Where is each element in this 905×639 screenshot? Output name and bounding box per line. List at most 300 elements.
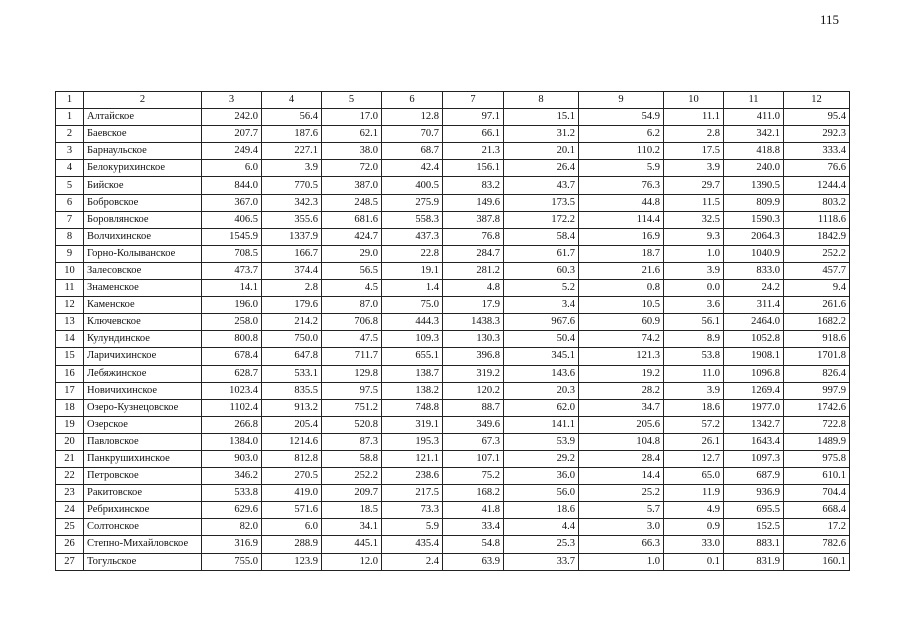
table-cell: 8.9 (664, 331, 724, 348)
table-cell: 355.6 (262, 211, 322, 228)
table-cell: 17.9 (443, 297, 504, 314)
column-header: 4 (262, 92, 322, 109)
district-name: Каменское (84, 297, 202, 314)
table-row (56, 433, 850, 450)
table-cell: 121.3 (579, 348, 664, 365)
table-row (56, 416, 850, 433)
table-row (56, 468, 850, 485)
table-cell: 770.5 (262, 177, 322, 194)
table-cell: 444.3 (382, 314, 443, 331)
column-header: 8 (504, 92, 579, 109)
table-cell: 44.8 (579, 194, 664, 211)
district-name: Степно-Михайловское (84, 536, 202, 553)
table-cell: 97.1 (443, 109, 504, 126)
district-name: Озеро-Кузнецовское (84, 399, 202, 416)
table-cell: 3.4 (504, 297, 579, 314)
table-cell: 18.6 (664, 399, 724, 416)
table-cell: 342.1 (724, 126, 784, 143)
table-cell: 284.7 (443, 245, 504, 262)
table-cell: 141.1 (504, 416, 579, 433)
table-cell: 1590.3 (724, 211, 784, 228)
table-row (56, 365, 850, 382)
data-table (55, 91, 850, 571)
table-cell: 520.8 (322, 416, 382, 433)
row-number: 21 (56, 450, 84, 467)
table-cell: 87.0 (322, 297, 382, 314)
table-cell: 319.2 (443, 365, 504, 382)
table-cell: 107.1 (443, 450, 504, 467)
table-cell: 473.7 (202, 262, 262, 279)
table-cell: 833.0 (724, 262, 784, 279)
table-cell: 1643.4 (724, 433, 784, 450)
table-cell: 346.2 (202, 468, 262, 485)
district-name: Бийское (84, 177, 202, 194)
table-cell: 345.1 (504, 348, 579, 365)
column-header: 3 (202, 92, 262, 109)
table-cell: 67.3 (443, 433, 504, 450)
table-cell: 60.3 (504, 262, 579, 279)
table-cell: 3.9 (664, 262, 724, 279)
district-name: Алтайское (84, 109, 202, 126)
table-cell: 56.4 (262, 109, 322, 126)
table-cell: 11.1 (664, 109, 724, 126)
table-cell: 997.9 (784, 382, 850, 399)
table-row (56, 382, 850, 399)
table-cell: 275.9 (382, 194, 443, 211)
row-number: 6 (56, 194, 84, 211)
table-row (56, 485, 850, 502)
table-cell: 33.7 (504, 553, 579, 570)
table-cell: 196.0 (202, 297, 262, 314)
table-cell: 708.5 (202, 245, 262, 262)
table-cell: 29.0 (322, 245, 382, 262)
row-number: 12 (56, 297, 84, 314)
table-cell: 187.6 (262, 126, 322, 143)
table-cell: 3.9 (664, 382, 724, 399)
row-number: 2 (56, 126, 84, 143)
district-name: Белокурихинское (84, 160, 202, 177)
table-cell: 24.2 (724, 280, 784, 297)
row-number: 19 (56, 416, 84, 433)
table-cell: 424.7 (322, 228, 382, 245)
table-cell: 34.7 (579, 399, 664, 416)
table-cell: 411.0 (724, 109, 784, 126)
table-cell: 333.4 (784, 143, 850, 160)
table-cell: 711.7 (322, 348, 382, 365)
table-cell: 149.6 (443, 194, 504, 211)
table-cell: 83.2 (443, 177, 504, 194)
table-cell: 387.0 (322, 177, 382, 194)
district-name: Ракитовское (84, 485, 202, 502)
table-cell: 31.2 (504, 126, 579, 143)
table-cell: 41.8 (443, 502, 504, 519)
table-cell: 1097.3 (724, 450, 784, 467)
table-cell: 28.4 (579, 450, 664, 467)
table-cell: 281.2 (443, 262, 504, 279)
table-cell: 76.8 (443, 228, 504, 245)
table-cell: 1342.7 (724, 416, 784, 433)
table-cell: 396.8 (443, 348, 504, 365)
table-cell: 95.4 (784, 109, 850, 126)
table-cell: 173.5 (504, 194, 579, 211)
table-cell: 349.6 (443, 416, 504, 433)
table-cell: 53.9 (504, 433, 579, 450)
table-cell: 120.2 (443, 382, 504, 399)
table-row (56, 211, 850, 228)
table-cell: 56.1 (664, 314, 724, 331)
district-name: Барнаульское (84, 143, 202, 160)
table-cell: 75.0 (382, 297, 443, 314)
table-cell: 88.7 (443, 399, 504, 416)
table-cell: 22.8 (382, 245, 443, 262)
table-row (56, 109, 850, 126)
district-name: Ключевское (84, 314, 202, 331)
table-cell: 74.2 (579, 331, 664, 348)
table-cell: 4.9 (664, 502, 724, 519)
table-row (56, 331, 850, 348)
row-number: 8 (56, 228, 84, 245)
table-cell: 166.7 (262, 245, 322, 262)
table-cell: 1244.4 (784, 177, 850, 194)
table-cell: 104.8 (579, 433, 664, 450)
table-cell: 374.4 (262, 262, 322, 279)
row-number: 10 (56, 262, 84, 279)
table-row (56, 245, 850, 262)
table-cell: 138.2 (382, 382, 443, 399)
table-cell: 835.5 (262, 382, 322, 399)
table-cell: 11.0 (664, 365, 724, 382)
table-row (56, 194, 850, 211)
row-number: 24 (56, 502, 84, 519)
table-cell: 75.2 (443, 468, 504, 485)
table-cell: 114.4 (579, 211, 664, 228)
table-cell: 214.2 (262, 314, 322, 331)
table-cell: 10.5 (579, 297, 664, 314)
table-cell: 110.2 (579, 143, 664, 160)
district-name: Боровлянское (84, 211, 202, 228)
table-cell: 803.2 (784, 194, 850, 211)
table-cell: 316.9 (202, 536, 262, 553)
table-cell: 844.0 (202, 177, 262, 194)
table-cell: 0.0 (664, 280, 724, 297)
row-number: 4 (56, 160, 84, 177)
row-number: 13 (56, 314, 84, 331)
table-cell: 14.4 (579, 468, 664, 485)
table-cell: 1390.5 (724, 177, 784, 194)
table-cell: 76.3 (579, 177, 664, 194)
table-cell: 1.0 (579, 553, 664, 570)
table-cell: 1337.9 (262, 228, 322, 245)
table-cell: 755.0 (202, 553, 262, 570)
table-cell: 143.6 (504, 365, 579, 382)
table-cell: 782.6 (784, 536, 850, 553)
table-cell: 129.8 (322, 365, 382, 382)
table-cell: 1052.8 (724, 331, 784, 348)
table-cell: 800.8 (202, 331, 262, 348)
table-header-row (56, 92, 850, 109)
table-cell: 883.1 (724, 536, 784, 553)
column-header: 9 (579, 92, 664, 109)
table-cell: 172.2 (504, 211, 579, 228)
table-cell: 292.3 (784, 126, 850, 143)
row-number: 25 (56, 519, 84, 536)
column-header: 6 (382, 92, 443, 109)
district-name: Петровское (84, 468, 202, 485)
table-cell: 809.9 (724, 194, 784, 211)
table-cell: 17.0 (322, 109, 382, 126)
table-cell: 123.9 (262, 553, 322, 570)
table-cell: 207.7 (202, 126, 262, 143)
table-cell: 1489.9 (784, 433, 850, 450)
table-cell: 437.3 (382, 228, 443, 245)
table-cell: 18.5 (322, 502, 382, 519)
district-name: Кулундинское (84, 331, 202, 348)
table-cell: 20.3 (504, 382, 579, 399)
district-name: Бобровское (84, 194, 202, 211)
table-cell: 160.1 (784, 553, 850, 570)
table-cell: 571.6 (262, 502, 322, 519)
table-cell: 1842.9 (784, 228, 850, 245)
column-header: 2 (84, 92, 202, 109)
table-cell: 1.4 (382, 280, 443, 297)
table-cell: 6.0 (202, 160, 262, 177)
table-cell: 60.9 (579, 314, 664, 331)
table-cell: 258.0 (202, 314, 262, 331)
row-number: 20 (56, 433, 84, 450)
table-cell: 12.7 (664, 450, 724, 467)
table-cell: 4.5 (322, 280, 382, 297)
table-cell: 156.1 (443, 160, 504, 177)
table-cell: 11.5 (664, 194, 724, 211)
table-cell: 28.2 (579, 382, 664, 399)
row-number: 26 (56, 536, 84, 553)
row-number: 14 (56, 331, 84, 348)
table-cell: 26.1 (664, 433, 724, 450)
district-name: Залесовское (84, 262, 202, 279)
table-cell: 25.2 (579, 485, 664, 502)
table-cell: 687.9 (724, 468, 784, 485)
table-cell: 457.7 (784, 262, 850, 279)
district-name: Горно-Колыванское (84, 245, 202, 262)
table-cell: 2464.0 (724, 314, 784, 331)
table-cell: 704.4 (784, 485, 850, 502)
table-cell: 21.6 (579, 262, 664, 279)
table-cell: 152.5 (724, 519, 784, 536)
district-name: Озерское (84, 416, 202, 433)
table-cell: 975.8 (784, 450, 850, 467)
table-row (56, 228, 850, 245)
table-row (56, 126, 850, 143)
table-cell: 20.1 (504, 143, 579, 160)
table-cell: 558.3 (382, 211, 443, 228)
table-cell: 695.5 (724, 502, 784, 519)
table-cell: 217.5 (382, 485, 443, 502)
table-cell: 5.9 (579, 160, 664, 177)
table-cell: 70.7 (382, 126, 443, 143)
row-number: 22 (56, 468, 84, 485)
table-cell: 15.1 (504, 109, 579, 126)
table-cell: 533.1 (262, 365, 322, 382)
table-cell: 238.6 (382, 468, 443, 485)
table-row (56, 314, 850, 331)
table-row (56, 519, 850, 536)
table-row (56, 143, 850, 160)
table-cell: 17.5 (664, 143, 724, 160)
table-cell: 751.2 (322, 399, 382, 416)
table-cell: 58.4 (504, 228, 579, 245)
table-cell: 288.9 (262, 536, 322, 553)
row-number: 16 (56, 365, 84, 382)
table-cell: 11.9 (664, 485, 724, 502)
table-cell: 19.2 (579, 365, 664, 382)
table-cell: 25.3 (504, 536, 579, 553)
table-cell: 1742.6 (784, 399, 850, 416)
table-cell: 0.1 (664, 553, 724, 570)
table-cell: 87.3 (322, 433, 382, 450)
table-cell: 6.2 (579, 126, 664, 143)
district-name: Ребрихинское (84, 502, 202, 519)
page-number: 115 (820, 12, 840, 27)
table-cell: 248.5 (322, 194, 382, 211)
table-cell: 1908.1 (724, 348, 784, 365)
row-number: 15 (56, 348, 84, 365)
district-name: Панкрушихинское (84, 450, 202, 467)
table-row (56, 297, 850, 314)
table-cell: 195.3 (382, 433, 443, 450)
table-cell: 3.9 (664, 160, 724, 177)
table-cell: 400.5 (382, 177, 443, 194)
table-cell: 261.6 (784, 297, 850, 314)
table-cell: 17.2 (784, 519, 850, 536)
table-cell: 418.8 (724, 143, 784, 160)
table-cell: 18.6 (504, 502, 579, 519)
table-cell: 1701.8 (784, 348, 850, 365)
table-cell: 4.4 (504, 519, 579, 536)
table-cell: 73.3 (382, 502, 443, 519)
table-cell: 5.9 (382, 519, 443, 536)
table-cell: 242.0 (202, 109, 262, 126)
table-cell: 58.8 (322, 450, 382, 467)
row-number: 9 (56, 245, 84, 262)
table-cell: 179.6 (262, 297, 322, 314)
table-cell: 76.6 (784, 160, 850, 177)
table-cell: 9.4 (784, 280, 850, 297)
table-cell: 65.0 (664, 468, 724, 485)
table-cell: 445.1 (322, 536, 382, 553)
table-cell: 38.0 (322, 143, 382, 160)
table-cell: 4.8 (443, 280, 504, 297)
table-cell: 681.6 (322, 211, 382, 228)
column-header: 1 (56, 92, 84, 109)
table-cell: 33.4 (443, 519, 504, 536)
table-cell: 53.8 (664, 348, 724, 365)
table-cell: 42.4 (382, 160, 443, 177)
table-cell: 26.4 (504, 160, 579, 177)
table-cell: 1269.4 (724, 382, 784, 399)
table-cell: 406.5 (202, 211, 262, 228)
table-cell: 29.7 (664, 177, 724, 194)
table-cell: 54.8 (443, 536, 504, 553)
table-cell: 936.9 (724, 485, 784, 502)
table-cell: 2.8 (664, 126, 724, 143)
table-cell: 50.4 (504, 331, 579, 348)
table-cell: 419.0 (262, 485, 322, 502)
table-cell: 62.1 (322, 126, 382, 143)
table-row (56, 348, 850, 365)
table-cell: 138.7 (382, 365, 443, 382)
table-cell: 227.1 (262, 143, 322, 160)
table-cell: 270.5 (262, 468, 322, 485)
table-row (56, 450, 850, 467)
table-cell: 12.8 (382, 109, 443, 126)
table-row (56, 536, 850, 553)
table-cell: 19.1 (382, 262, 443, 279)
table-cell: 812.8 (262, 450, 322, 467)
table-cell: 34.1 (322, 519, 382, 536)
table-cell: 1214.6 (262, 433, 322, 450)
table-cell: 1977.0 (724, 399, 784, 416)
district-name: Лебяжинское (84, 365, 202, 382)
table-cell: 33.0 (664, 536, 724, 553)
table-cell: 1118.6 (784, 211, 850, 228)
column-header: 5 (322, 92, 382, 109)
table-cell: 668.4 (784, 502, 850, 519)
table-cell: 913.2 (262, 399, 322, 416)
table-row (56, 177, 850, 194)
column-header: 10 (664, 92, 724, 109)
row-number: 3 (56, 143, 84, 160)
table-cell: 678.4 (202, 348, 262, 365)
table-cell: 12.0 (322, 553, 382, 570)
table-cell: 2.4 (382, 553, 443, 570)
table-cell: 1.0 (664, 245, 724, 262)
table-cell: 97.5 (322, 382, 382, 399)
table-cell: 121.1 (382, 450, 443, 467)
table-cell: 205.6 (579, 416, 664, 433)
table-cell: 66.3 (579, 536, 664, 553)
table-cell: 18.7 (579, 245, 664, 262)
table-cell: 610.1 (784, 468, 850, 485)
table-cell: 706.8 (322, 314, 382, 331)
table-cell: 63.9 (443, 553, 504, 570)
table-cell: 748.8 (382, 399, 443, 416)
table-cell: 54.9 (579, 109, 664, 126)
table-row (56, 262, 850, 279)
table-cell: 14.1 (202, 280, 262, 297)
district-name: Павловское (84, 433, 202, 450)
table-cell: 647.8 (262, 348, 322, 365)
table-row (56, 502, 850, 519)
row-number: 7 (56, 211, 84, 228)
table-cell: 435.4 (382, 536, 443, 553)
table-cell: 826.4 (784, 365, 850, 382)
table-cell: 1102.4 (202, 399, 262, 416)
table-cell: 387.8 (443, 211, 504, 228)
row-number: 11 (56, 280, 84, 297)
table-cell: 21.3 (443, 143, 504, 160)
table-cell: 62.0 (504, 399, 579, 416)
table-cell: 5.7 (579, 502, 664, 519)
table-cell: 61.7 (504, 245, 579, 262)
table-cell: 1682.2 (784, 314, 850, 331)
table-cell: 68.7 (382, 143, 443, 160)
district-name: Знаменское (84, 280, 202, 297)
table-cell: 56.5 (322, 262, 382, 279)
table-cell: 1545.9 (202, 228, 262, 245)
table-cell: 367.0 (202, 194, 262, 211)
table-row (56, 553, 850, 570)
table-cell: 252.2 (784, 245, 850, 262)
